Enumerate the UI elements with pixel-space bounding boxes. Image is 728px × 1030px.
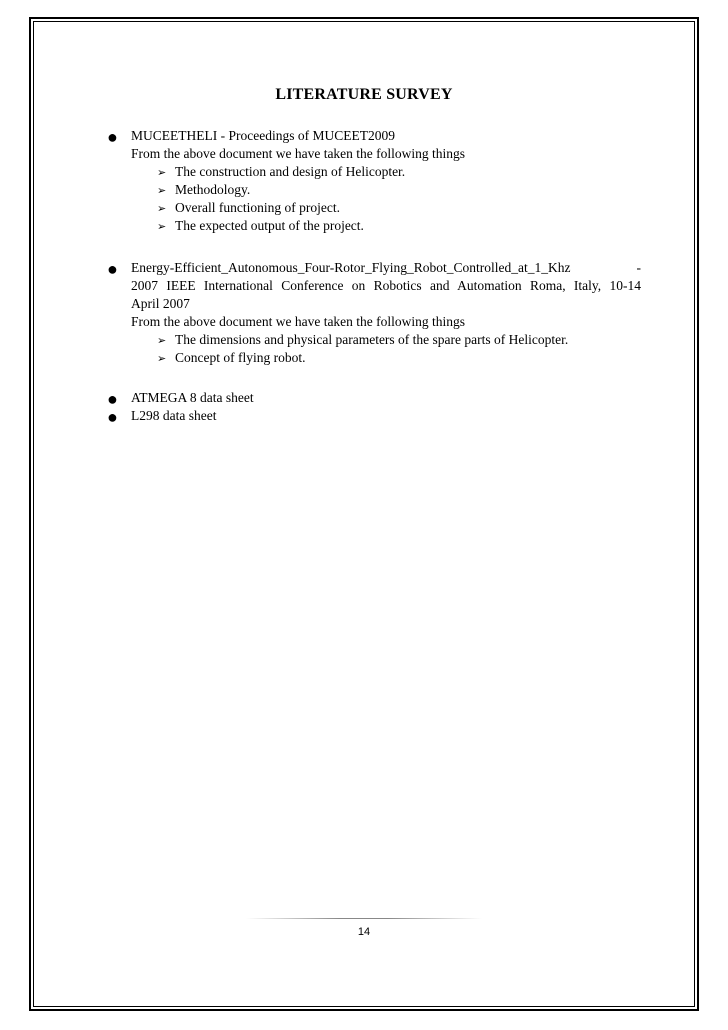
conference-line: 2007 IEEE International Conference on Robotics and Automation Roma, Italy, 10-14 <box>131 278 641 293</box>
reference-item: L298 data sheet <box>131 408 217 423</box>
conference-date: April 2007 <box>131 296 190 311</box>
heading-dash: - <box>636 260 641 275</box>
bullet-icon: ● <box>107 259 118 279</box>
section-heading: MUCEETHELI - Proceedings of MUCEET2009 <box>131 128 395 143</box>
arrow-bullet-icon: ➢ <box>157 334 167 347</box>
section-intro: From the above document we have taken the following things <box>131 314 466 329</box>
section-intro: From the above document we have taken the following things <box>131 146 466 161</box>
arrow-bullet-icon: ➢ <box>157 352 167 365</box>
list-item: ➢ The construction and design of Helicopter. <box>157 163 405 182</box>
list-item: ➢ The expected output of the project. <box>157 217 364 236</box>
bullet-icon: ● <box>107 389 118 409</box>
page-title: LITERATURE SURVEY <box>275 86 453 103</box>
section-heading: Energy-Efficient_Autonomous_Four-Rotor_Flying_Robot_Controlled_at_1_Khz - <box>131 260 641 275</box>
bullet-icon: ● <box>107 127 118 147</box>
page-number: 14 <box>357 926 371 938</box>
list-item: ➢ Methodology. <box>157 181 250 200</box>
bullet-icon: ● <box>107 407 118 427</box>
arrow-bullet-icon: ➢ <box>157 202 167 215</box>
arrow-bullet-icon: ➢ <box>157 220 167 233</box>
arrow-bullet-icon: ➢ <box>157 166 167 179</box>
list-item: ➢ Overall functioning of project. <box>157 199 340 218</box>
arrow-bullet-icon: ➢ <box>157 184 167 197</box>
reference-item: ATMEGA 8 data sheet <box>131 390 254 405</box>
list-item: ➢ The dimensions and physical parameters of the spare parts of Helicopter. <box>157 331 568 350</box>
list-item: ➢ Concept of flying robot. <box>157 349 305 368</box>
footer-divider <box>246 918 482 919</box>
